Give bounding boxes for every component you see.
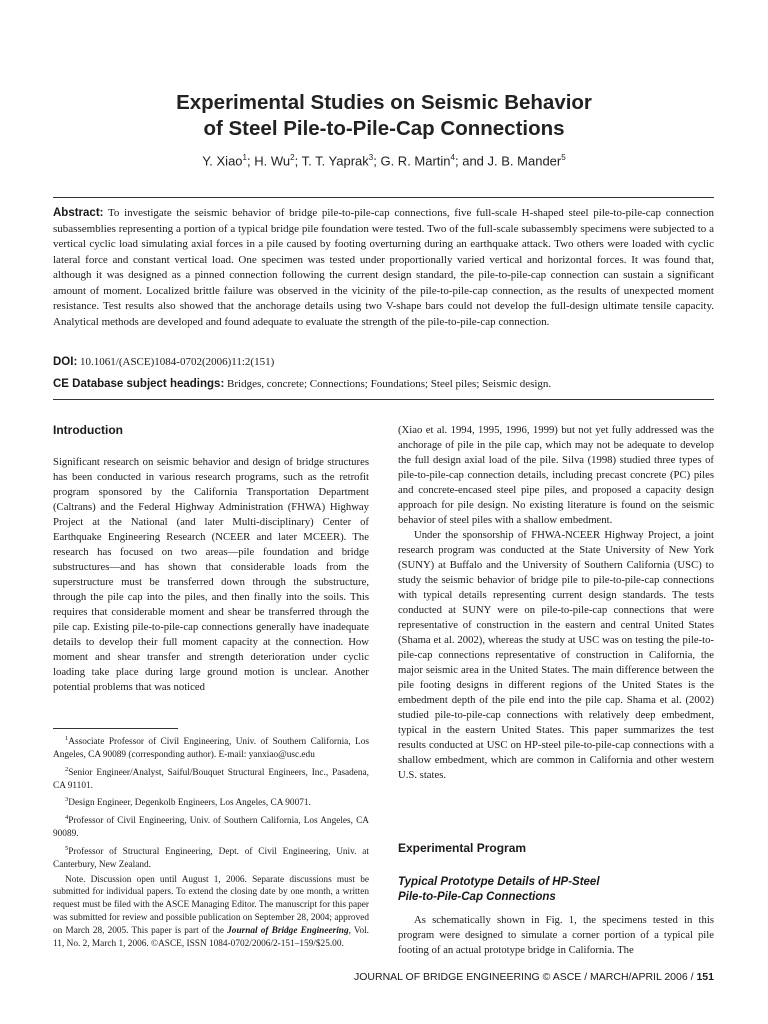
footnote-divider <box>53 728 178 729</box>
author-list <box>0 153 768 168</box>
page-number: 151 <box>696 971 714 983</box>
doi-label: DOI: <box>53 356 78 368</box>
author-separator: ; and <box>455 153 488 169</box>
subject-headings-value: Bridges, concrete; Connections; Foundations; Steel piles; Seismic design. <box>227 378 552 390</box>
introduction-paragraph-2: Under the sponsorship of FHWA-NCEER Highway Project, a joint research program was conducted at the State University of New York (SUNY) at Buffalo and the University of Southern California (USC) to study the seismic behavior of bridge pile to pile-to-pile-cap connections with typical details representing current design standards. The tests conducted at SUNY were on pile-to-pile-cap connections that were representative of construction in the eastern and central United States (Shama et al. 2002), whereas the study at USC was on testing the pile-to-pile-cap connections representative of construction in California, the major seismic area in the United States. The main difference between the pile footing designs in different regions of the United States is the embedment depth of the pile end into the pile cap. Shama et al. (2002) studied pile-to-pile-cap connections with relatively deep embedment, typical in the eastern United States. This paper summarizes the test results conducted at USC on HP-steel pile-to-pile-cap connections with a shallow embedment, which are common in California and other western U.S. states. <box>398 529 714 781</box>
author: J. B. Mander <box>487 153 562 169</box>
introduction-paragraph-1-continued: (Xiao et al. 1994, 1995, 1996, 1999) but not yet fully addressed was the anchorage of pile in the pile cap, which may not be adequate to develop the full design axial load of the pile. Silva (1998) studied three types of pile-to-pile-cap connection details, including precast concrete (PC) piles and concrete-encased steel pipe piles, and proposed a capacity design approach for pile design. No existing literature is found on the seismic behavior of steel piles with a shallow embedment. <box>398 424 714 526</box>
subject-headings-label: CE Database subject headings: <box>53 378 225 390</box>
section-heading-introduction: Introduction <box>53 423 123 437</box>
abstract-label: Abstract: <box>53 207 104 219</box>
doi-line <box>53 356 714 368</box>
author: G. R. Martin <box>380 153 451 169</box>
divider-top <box>53 197 714 198</box>
author-affiliation-mark: 2 <box>290 153 295 162</box>
footnote: $^3$Design Engineer, Degenkolb Engineers, Los Angeles, CA 90071. <box>65 796 311 809</box>
right-column-body <box>398 423 714 783</box>
author: H. Wu <box>254 153 291 169</box>
title-line-2: of Steel Pile-to-Pile-Cap Connections <box>203 117 565 140</box>
abstract-text: To investigate the seismic behavior of bridge pile-to-pile-cap connections, five full-scale H-shaped steel pile-to-pile-cap connection subassemblies representing a portion of a typical bridge pile foundation were tested. Two of the full-scale subassembly specimens were subjected to a vertical cyclic load simulating axial forces in a pile caused by footing overturning during an earthquake attack. Two others were loaded with cyclic lateral force and constant vertical load. One specimen was tested under proportionally varied vertical and horizontal forces. It was found that, although it was designed as a pinned connection following the current design standard, the pile-to-pile-cap connection can sustain a significant amount of moment. Localized brittle failure was observed in the vicinity of the pile-to-pile-cap connection, as the results of unexpected moment resistance. Test results also showed that the anchorage details using two V-shape bars could not develop the full-design ultimate tensile capacity. Analytical methods are developed and found adequate to evaluate the strength of the pile-to-pile-cap connection. <box>53 207 714 328</box>
author-separator: ; <box>373 153 381 169</box>
author-affiliation-mark: 4 <box>450 153 455 162</box>
subject-headings <box>53 378 714 390</box>
footnote: $^4$Professor of Civil Engineering, Univ. of Southern California, Los Angeles, CA 90089. <box>53 814 369 840</box>
footnote: $^1$Associate Professor of Civil Engineering, Univ. of Southern California, Los Angeles, CA 90089 (corresponding author). E-mail: yanxiao@usc.edu <box>53 735 369 760</box>
page-footer <box>0 971 714 983</box>
footnote: $^2$Senior Engineer/Analyst, Saiful/Bouquet Structural Engineers, Inc., Pasadena, CA 91101. <box>53 765 369 791</box>
abstract <box>53 206 714 330</box>
author-affiliation-mark: 3 <box>368 153 374 162</box>
discussion-note: Note. Discussion open until August 1, 2006. Separate discussions must be submitted for individual papers. To extend the closing date by one month, a written request must be filed with the ASCE Managing Editor. The manuscript for this paper was submitted for review and possible publication on September 28, 2004; approved on March 28, 2005. This paper is part of the Journal of Bridge Engineering, Vol. 11, No. 2, March 1, 2006. ©ASCE, ISSN 1084-0702/2006/2-151–159/$25.00. <box>53 874 369 949</box>
footnote-mark: 4 <box>65 814 69 822</box>
author-affiliation-mark: 1 <box>242 153 247 162</box>
subsection-heading-prototype-details: Typical Prototype Details of HP-Steel Pile-to-Pile-Cap Connections <box>398 876 600 903</box>
author-affiliation-mark: 5 <box>561 153 566 162</box>
experimental-paragraph-1: As schematically shown in Fig. 1, the specimens tested in this program were designed to simulate a corner portion of a typical pile footing of an actual prototype bridge in California. The <box>398 914 714 956</box>
footnote-mark: 2 <box>65 765 69 773</box>
divider-bottom <box>53 399 714 400</box>
footnote-mark: 3 <box>65 796 69 804</box>
introduction-paragraph-1: Significant research on seismic behavior and design of bridge structures has been conducted in various research programs, such as the retrofit program sponsored by the California Transportation Department (Caltrans) and the Federal Highway Administration (FHWA) Highway Project at the National (and later Multi-disciplinary) Center of Earthquake Engineering Research (NCEER and later MCEER). The research has focused on two areas—pile foundation and bridge substructures—and has shown that considerable loads from the superstructure must be transferred down through the substructure, through the pile cap into the piles, and then finally into the soils. This requires that considerable moment and shear be transferred through the pile cap. Existing pile-to-pile-cap connections generally have inadequate details to develop their full moment capacity at the connection. How moment and shear transfer and strength deterioration under cyclic loading take place during large ground motion is unclear. Another potential problems that was noticed <box>53 456 369 693</box>
paper-title <box>0 90 768 142</box>
left-column-body <box>53 455 369 695</box>
author-separator: ; <box>247 153 255 169</box>
title-line-1: Experimental Studies on Seismic Behavior <box>176 91 592 114</box>
journal-name: Journal of Bridge Engineering <box>227 925 349 936</box>
author: Y. Xiao <box>202 153 243 169</box>
running-footer-text: JOURNAL OF BRIDGE ENGINEERING © ASCE / MARCH/APRIL 2006 / <box>354 971 697 983</box>
section-heading-experimental-program: Experimental Program <box>398 841 527 855</box>
footnote-mark: 5 <box>65 844 69 852</box>
doi-value[interactable]: 10.1061/(ASCE)1084-0702(2006)11:2(151) <box>80 356 275 368</box>
author-separator: ; <box>294 153 302 169</box>
experimental-paragraph <box>398 913 714 958</box>
footnotes <box>53 733 369 952</box>
footnote: $^5$Professor of Structural Engineering, Dept. of Civil Engineering, Univ. at Canterbury, New Zealand. <box>53 844 369 870</box>
author: T. T. Yaprak <box>301 153 369 169</box>
footnote-mark: 1 <box>65 735 69 742</box>
